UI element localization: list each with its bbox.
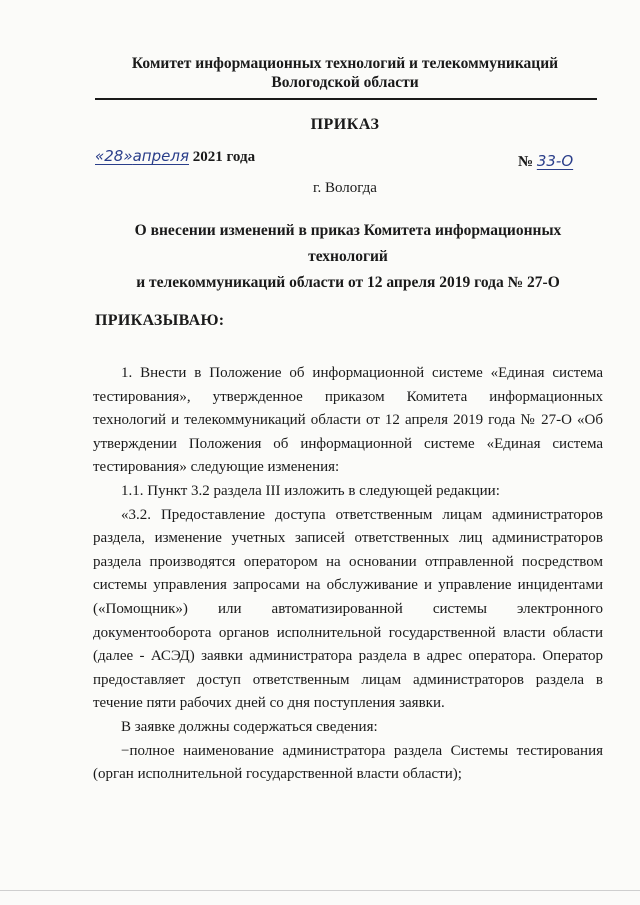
- paragraph-1-1: 1.1. Пункт 3.2 раздела III изложить в следующей редакции:: [121, 482, 500, 499]
- paragraph-1: 1. Внести в Положение об информационной системе «Единая система тестирования», утвержденное приказом Комитета информационных технологий и телекоммуникаций области от 12 апреля 2019 года № 27-О «Об утверждении Положения об информационной системе «Единая система тестирования» следующие изменения:: [93, 365, 603, 476]
- date-month-handwritten: апреля: [132, 147, 189, 165]
- header-divider: [95, 98, 597, 100]
- org-name-line-2: Вологодской области: [271, 74, 419, 91]
- document-title: [93, 218, 603, 296]
- number-value-handwritten: 33-О: [536, 152, 574, 170]
- date-year: 2021 года: [192, 149, 256, 165]
- document-header: [95, 54, 595, 92]
- org-name-line-1: Комитет информационных технологий и телекоммуникаций: [131, 55, 559, 72]
- order-number: [518, 152, 573, 171]
- title-line-2: и телекоммуникаций области от 12 апреля 2019 года № 27-О: [136, 274, 560, 291]
- paragraph-3-2: «3.2. Предоставление доступа ответственным лицам администраторов раздела, изменение учетных записей ответственных лиц администраторов раздела производятся оператором на основании отправленной посредством системы управления запросами на обслуживание и управление инцидентами («Помощник») или автоматизированной системы электронного документооборота органов исполнительной государственной власти области (далее - АСЭД) заявки администратора раздела в адрес оператора. Оператор предоставляет доступ ответственным лицам администраторов раздела в течение пяти рабочих дней со дня поступления заявки.: [93, 506, 603, 712]
- title-line-1: О внесении изменений в приказ Комитета информационных технологий: [134, 222, 562, 265]
- number-prefix: №: [518, 154, 534, 170]
- directive-heading: ПРИКАЗЫВАЮ:: [95, 312, 225, 329]
- document-body: [93, 362, 603, 787]
- scan-edge: [0, 890, 640, 891]
- paragraph-requirements: В заявке должны содержаться сведения:: [121, 718, 378, 735]
- order-label: ПРИКАЗ: [310, 116, 380, 133]
- order-date: [95, 147, 255, 166]
- date-day-handwritten: «28»: [95, 147, 133, 165]
- city: г. Вологда: [313, 180, 377, 196]
- paragraph-list-item: −полное наименование администратора раздела Системы тестирования (орган исполнительной государственной власти области);: [93, 742, 603, 783]
